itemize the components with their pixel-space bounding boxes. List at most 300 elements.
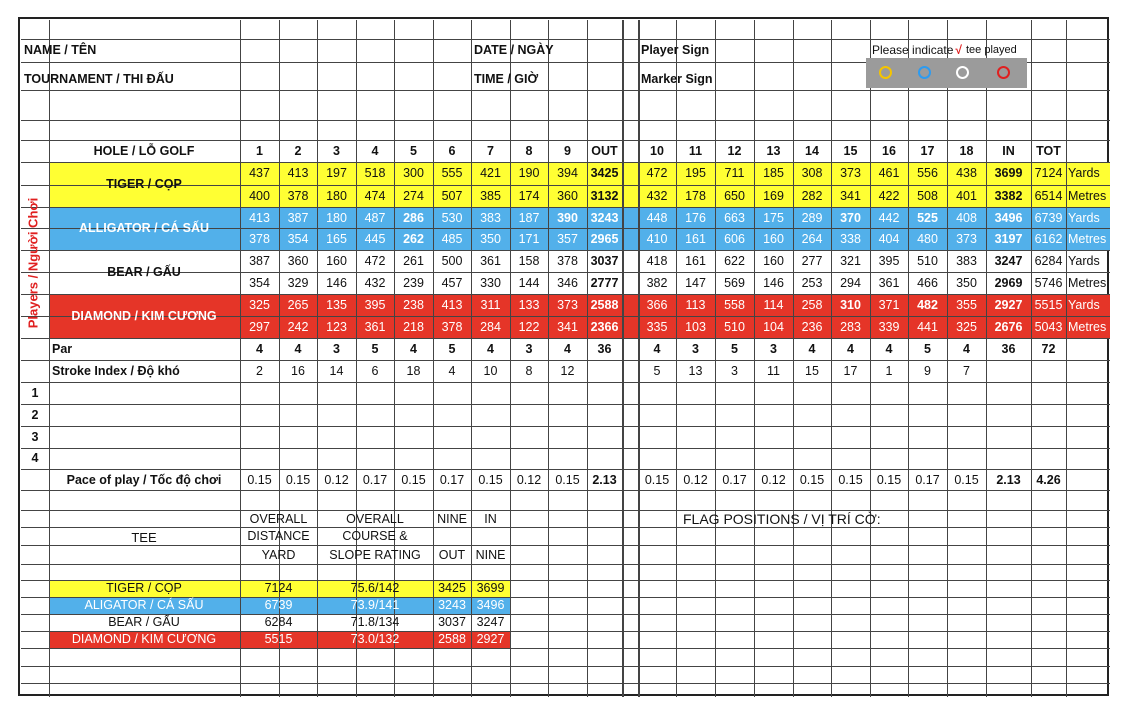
yards-value: 190 [518, 166, 540, 180]
players-vertical-label: Players / Người Chơi [25, 197, 41, 329]
metres-value: 104 [763, 319, 784, 334]
metres-value: 422 [878, 188, 900, 203]
metres-value: 174 [518, 188, 540, 203]
yards-value: 133 [518, 297, 540, 312]
yards-value: 3247 [994, 253, 1023, 268]
yards-value: 390 [557, 210, 578, 225]
metres-value: 262 [403, 232, 424, 246]
yards-value: 525 [917, 210, 938, 225]
metres-value: 360 [557, 188, 578, 203]
par-value: 4 [487, 342, 494, 357]
metres-value: 284 [480, 319, 501, 334]
metres-value: 242 [287, 319, 309, 334]
stroke-index-value [1031, 361, 1066, 382]
overall-distance-header: YARD [261, 547, 296, 562]
stroke-index-value: 8 [525, 364, 533, 379]
summary-out: 3243 [438, 598, 466, 613]
metres-value: 650 [724, 188, 745, 203]
metres-value: 338 [840, 232, 861, 246]
summary-distance: 7124 [264, 581, 293, 596]
metres-value: 3197 [994, 232, 1023, 246]
yards-value: 383 [956, 253, 977, 268]
yards-value: 3496 [994, 210, 1023, 225]
tee-name: DIAMOND / KIM CƯƠNG [71, 308, 217, 323]
stroke-index-value: 1 [885, 364, 893, 379]
tee-note [868, 40, 1068, 60]
metres-value: 382 [646, 275, 668, 290]
pace-value: 0.15 [876, 472, 902, 487]
marker-sign-label: Marker Sign [641, 71, 713, 86]
pace-value: 0.12 [761, 472, 786, 487]
par-value: 3 [333, 342, 340, 357]
metres-value: 180 [326, 188, 347, 203]
overall-distance-header: DISTANCE [247, 529, 310, 544]
yards-value: 663 [724, 210, 745, 225]
metres-value: 378 [287, 188, 309, 203]
metres-value: 346 [557, 275, 578, 290]
metres-value: 507 [441, 188, 463, 203]
yards-value: 135 [326, 297, 347, 312]
yards-value: 472 [364, 253, 386, 268]
pace-value: 0.17 [439, 472, 465, 487]
par-value: 3 [770, 342, 777, 357]
stroke-index-value: 14 [329, 364, 344, 379]
unit-metres: Metres [1068, 275, 1107, 290]
yards-value: 180 [326, 210, 347, 225]
yards-value: 160 [326, 253, 347, 268]
yards-value: 408 [956, 210, 977, 225]
yards-value: 2588 [590, 297, 619, 312]
yards-value: 265 [287, 297, 309, 312]
hole-number: TOT [1036, 144, 1061, 159]
par-value: 5 [448, 342, 456, 357]
overall-rating-header: SLOPE RATING [329, 547, 421, 562]
stroke-index-value: 3 [731, 364, 738, 379]
pace-label: Pace of play / Tốc độ chơi [66, 472, 222, 487]
metres-value: 335 [646, 319, 668, 334]
metres-value: 457 [441, 275, 463, 290]
hole-number: 2 [294, 144, 302, 159]
hole-number: 14 [805, 144, 819, 159]
metres-value: 341 [840, 188, 861, 203]
yards-value: 3699 [994, 166, 1023, 180]
par-value: 4 [256, 342, 263, 357]
metres-value: 404 [878, 232, 900, 246]
stroke-index-value: 6 [371, 364, 379, 379]
yards-value: 370 [840, 210, 861, 225]
summary-rating: 73.9/141 [350, 598, 400, 613]
nine-out-header: OUT [438, 547, 466, 562]
metres-value: 354 [287, 232, 309, 246]
summary-distance: 6284 [264, 615, 293, 630]
summary-distance: 6739 [264, 598, 293, 613]
yards-value: 355 [956, 297, 977, 312]
column-line [1066, 20, 1067, 697]
metres-value: 5746 [1034, 275, 1063, 290]
metres-value: 123 [326, 319, 347, 334]
column-line [622, 20, 624, 697]
metres-value: 171 [518, 232, 540, 246]
yards-value: 387 [249, 253, 270, 268]
stroke-index-value: 18 [406, 364, 421, 379]
pace-value: 0.17 [915, 472, 940, 487]
metres-value: 147 [685, 275, 706, 290]
metres-value: 445 [364, 232, 386, 246]
yards-value: 461 [878, 166, 900, 180]
yards-value: 711 [724, 166, 745, 180]
player-row-number: 4 [31, 451, 39, 466]
yards-value: 114 [763, 297, 784, 312]
yards-value: 277 [801, 253, 823, 268]
hole-number: 4 [371, 144, 379, 159]
nine-out-header [433, 528, 471, 545]
player-row-number: 3 [31, 430, 39, 445]
tee-name: TIGER / CỌP [106, 177, 182, 192]
stroke-index-value: 15 [805, 364, 819, 379]
overall-rating-header: COURSE & [342, 529, 408, 544]
metres-value: 410 [646, 232, 668, 246]
hole-number: 9 [564, 144, 571, 159]
metres-value: 282 [801, 188, 823, 203]
yards-value: 622 [724, 253, 745, 268]
metres-value: 485 [441, 232, 463, 246]
metres-value: 161 [685, 232, 706, 246]
yards-value: 437 [249, 166, 270, 180]
metres-value: 283 [840, 319, 861, 334]
tee-name: ALLIGATOR / CÁ SẤU [78, 221, 210, 236]
stroke-index-value: 2 [256, 364, 263, 379]
hole-number: 11 [688, 144, 703, 159]
date-label: DATE / NGÀY [474, 43, 554, 58]
hole-number: OUT [591, 144, 618, 159]
yards-value: 371 [878, 297, 900, 312]
pace-value: 0.15 [401, 472, 426, 487]
stroke-index-value: 12 [560, 364, 575, 379]
metres-value: 569 [724, 275, 745, 290]
tee-name: BEAR / GẤU [107, 264, 181, 279]
hole-number: 8 [525, 144, 533, 159]
pace-value: 0.15 [247, 472, 272, 487]
check-mark-icon: √ [955, 43, 962, 57]
yards-value: 373 [557, 297, 578, 312]
yards-value: 556 [917, 166, 938, 180]
yards-value: 258 [801, 297, 823, 312]
yards-value: 175 [763, 210, 784, 225]
hole-number: 13 [766, 144, 781, 159]
pace-value: 0.15 [644, 472, 670, 487]
yards-value: 510 [917, 253, 938, 268]
metres-value: 341 [557, 319, 578, 334]
summary-in: 2927 [476, 632, 505, 647]
yards-value: 482 [917, 297, 938, 312]
metres-value: 350 [956, 275, 977, 290]
yards-value: 413 [249, 210, 270, 225]
metres-value: 294 [840, 275, 861, 290]
summary-tee-name: TIGER / CỌP [106, 581, 182, 596]
metres-value: 378 [249, 232, 270, 246]
tournament-label: TOURNAMENT / THI ĐẤU [24, 71, 174, 86]
metres-value: 3132 [590, 188, 619, 203]
yards-value: 438 [956, 166, 977, 180]
summary-rating: 71.8/134 [350, 615, 400, 630]
par-value: 3 [692, 342, 699, 357]
yards-value: 176 [685, 210, 706, 225]
stroke-index-value: 10 [483, 364, 498, 379]
yards-value: 378 [557, 253, 578, 268]
in-nine-header: NINE [475, 547, 506, 562]
par-value: 5 [924, 342, 931, 357]
yards-value: 6284 [1034, 253, 1063, 268]
yards-value: 197 [326, 166, 347, 180]
flag-positions-label: FLAG POSITIONS / VỊ TRÍ CỜ: [683, 511, 881, 527]
pace-value: 0.15 [555, 472, 580, 487]
stroke-index-value: 9 [924, 364, 931, 379]
metres-value: 330 [480, 275, 501, 290]
pace-value: 0.17 [362, 472, 388, 487]
nine-out-header: NINE [437, 511, 467, 526]
metres-value: 297 [249, 319, 270, 334]
unit-yards: Yards [1068, 253, 1100, 268]
hole-number: 17 [920, 144, 935, 159]
summary-in: 3496 [476, 598, 505, 613]
yards-value: 555 [441, 166, 463, 180]
metres-value: 357 [557, 232, 578, 246]
circle-yellow-icon[interactable] [879, 66, 892, 79]
yards-value: 161 [685, 253, 706, 268]
unit-yards: Yards [1068, 166, 1100, 180]
summary-tee-name: BEAR / GẤU [108, 615, 180, 630]
metres-value: 274 [403, 188, 424, 203]
yards-value: 286 [403, 210, 424, 225]
par-value: 5 [731, 342, 738, 357]
player-sign-label: Player Sign [641, 43, 710, 58]
yards-value: 448 [646, 210, 668, 225]
metres-value: 339 [878, 319, 900, 334]
stroke-index-value: 4 [448, 364, 456, 379]
yards-value: 158 [518, 253, 540, 268]
unit-metres: Metres [1068, 232, 1107, 246]
metres-value: 373 [956, 232, 977, 246]
pace-value: 2.13 [592, 472, 617, 487]
yards-value: 3243 [590, 210, 619, 225]
unit-metres: Metres [1068, 188, 1107, 203]
metres-value: 474 [364, 188, 386, 203]
metres-value: 6162 [1034, 232, 1063, 246]
par-value: 4 [885, 342, 893, 357]
metres-value: 2969 [994, 275, 1023, 290]
par-value: 72 [1041, 342, 1056, 357]
par-label: Par [52, 342, 73, 357]
metres-value: 146 [763, 275, 784, 290]
yards-value: 321 [840, 253, 861, 268]
hole-label: HOLE / LỖ GOLF [93, 144, 195, 159]
hole-number: 5 [410, 144, 417, 159]
circle-white-icon[interactable] [956, 66, 969, 79]
hole-number: 15 [843, 144, 858, 159]
summary-tee-name: DIAMOND / KIM CƯƠNG [71, 632, 217, 647]
yards-value: 472 [646, 166, 668, 180]
pace-value: 0.15 [799, 472, 825, 487]
par-value: 3 [525, 342, 533, 357]
stroke-index-value: 13 [688, 364, 703, 379]
metres-value: 239 [403, 275, 424, 290]
yards-value: 195 [685, 166, 706, 180]
stroke-index-value: 11 [767, 364, 780, 379]
tee-selector[interactable] [866, 58, 1027, 88]
metres-value: 510 [724, 319, 745, 334]
summary-rating: 75.6/142 [350, 581, 400, 596]
par-value: 4 [294, 342, 302, 357]
pace-value: 0.15 [285, 472, 311, 487]
yards-value: 360 [287, 253, 309, 268]
in-nine-header [471, 528, 510, 545]
metres-value: 361 [878, 275, 900, 290]
metres-value: 178 [685, 188, 706, 203]
par-value: 4 [564, 342, 571, 357]
metres-value: 2965 [590, 232, 619, 246]
summary-in: 3247 [476, 615, 505, 630]
time-label: TIME / GIỜ [474, 71, 539, 86]
yards-value: 325 [249, 297, 270, 312]
par-value: 4 [410, 342, 417, 357]
hole-number: 16 [882, 144, 896, 159]
stroke-index-value [587, 361, 622, 382]
yards-value: 387 [287, 210, 309, 225]
yards-value: 311 [480, 297, 501, 312]
circle-red-icon[interactable] [997, 66, 1010, 79]
player-row-number: 2 [31, 408, 39, 423]
yards-value: 7124 [1034, 166, 1063, 180]
yards-value: 394 [557, 166, 578, 180]
yards-value: 373 [840, 166, 861, 180]
tee-note-text: tee played [965, 43, 1017, 56]
yards-value: 6739 [1034, 210, 1063, 225]
yards-value: 113 [685, 297, 706, 312]
metres-value: 325 [956, 319, 977, 334]
metres-value: 2777 [590, 275, 619, 290]
yards-value: 289 [801, 210, 823, 225]
summary-distance: 5515 [264, 632, 293, 647]
yards-value: 310 [840, 297, 861, 312]
metres-value: 400 [249, 188, 270, 203]
unit-yards: Yards [1068, 210, 1100, 225]
pace-value: 0.12 [683, 472, 708, 487]
yards-value: 5515 [1034, 297, 1063, 312]
metres-value: 480 [917, 232, 938, 246]
yards-value: 558 [724, 297, 745, 312]
tee-note-text: Please indicate [872, 43, 954, 57]
metres-value: 329 [287, 275, 309, 290]
metres-value: 160 [763, 232, 784, 246]
yards-value: 185 [763, 166, 784, 180]
metres-value: 441 [917, 319, 938, 334]
yards-value: 487 [364, 210, 386, 225]
hole-number: 10 [650, 144, 664, 159]
metres-value: 378 [441, 319, 463, 334]
yards-value: 2927 [994, 297, 1023, 312]
yards-value: 3425 [590, 166, 619, 180]
pace-value: 0.17 [722, 472, 747, 487]
yards-value: 361 [480, 253, 501, 268]
par-value: 4 [847, 342, 854, 357]
summary-out: 2588 [438, 632, 466, 647]
yards-value: 160 [763, 253, 784, 268]
yards-value: 383 [480, 210, 501, 225]
yards-value: 500 [441, 253, 463, 268]
player-row-number: 1 [31, 386, 39, 401]
metres-value: 144 [518, 275, 540, 290]
metres-value: 122 [518, 319, 540, 334]
yards-value: 308 [801, 166, 823, 180]
metres-value: 432 [646, 188, 668, 203]
par-value: 4 [653, 342, 661, 357]
yards-value: 261 [403, 253, 424, 268]
pace-value: 0.15 [478, 472, 503, 487]
yards-value: 187 [518, 210, 540, 225]
circle-blue-icon[interactable] [918, 66, 931, 79]
metres-value: 350 [480, 232, 501, 246]
metres-value: 466 [917, 275, 938, 290]
summary-tee-name: ALIGATOR / CÁ SẤU [84, 598, 204, 613]
metres-value: 606 [724, 232, 745, 246]
metres-value: 385 [480, 188, 501, 203]
pace-value: 0.12 [324, 472, 349, 487]
metres-value: 218 [403, 319, 424, 334]
summary-rating: 73.0/132 [350, 632, 400, 647]
metres-value: 354 [249, 275, 270, 290]
hole-number: 7 [487, 144, 494, 159]
hole-number: 18 [959, 144, 974, 159]
metres-value: 6514 [1034, 188, 1063, 203]
par-value: 5 [371, 342, 379, 357]
yards-value: 518 [364, 166, 386, 180]
yards-value: 395 [878, 253, 900, 268]
overall-distance-header: OVERALL [249, 511, 308, 526]
scorecard [18, 17, 1109, 696]
yards-value: 366 [646, 297, 668, 312]
par-value: 36 [597, 342, 612, 357]
hole-number: IN [1002, 144, 1015, 159]
stroke-index-label: Stroke Index / Độ khó [52, 364, 180, 379]
metres-value: 2676 [994, 319, 1023, 334]
yards-value: 3037 [590, 253, 619, 268]
stroke-index-value: 7 [963, 364, 970, 379]
unit-metres: Metres [1068, 319, 1107, 334]
metres-value: 253 [801, 275, 823, 290]
par-value: 4 [808, 342, 816, 357]
stroke-index-value: 5 [653, 364, 661, 379]
metres-value: 236 [801, 319, 823, 334]
summary-in: 3699 [476, 581, 505, 596]
yards-value: 442 [878, 210, 900, 225]
hole-number: 3 [333, 144, 340, 159]
pace-value: 4.26 [1036, 472, 1061, 487]
par-value: 36 [1001, 342, 1016, 357]
par-value: 4 [963, 342, 970, 357]
in-nine-header: IN [484, 511, 497, 526]
stroke-index-value: 17 [843, 364, 858, 379]
yards-value: 418 [646, 253, 668, 268]
yards-value: 413 [287, 166, 309, 180]
overall-rating-header: OVERALL [346, 511, 404, 526]
metres-value: 165 [326, 232, 347, 246]
hole-number: 6 [448, 144, 456, 159]
summary-out: 3425 [438, 581, 466, 596]
metres-value: 401 [956, 188, 977, 203]
metres-value: 508 [917, 188, 938, 203]
yards-value: 530 [441, 210, 463, 225]
metres-value: 146 [326, 275, 347, 290]
